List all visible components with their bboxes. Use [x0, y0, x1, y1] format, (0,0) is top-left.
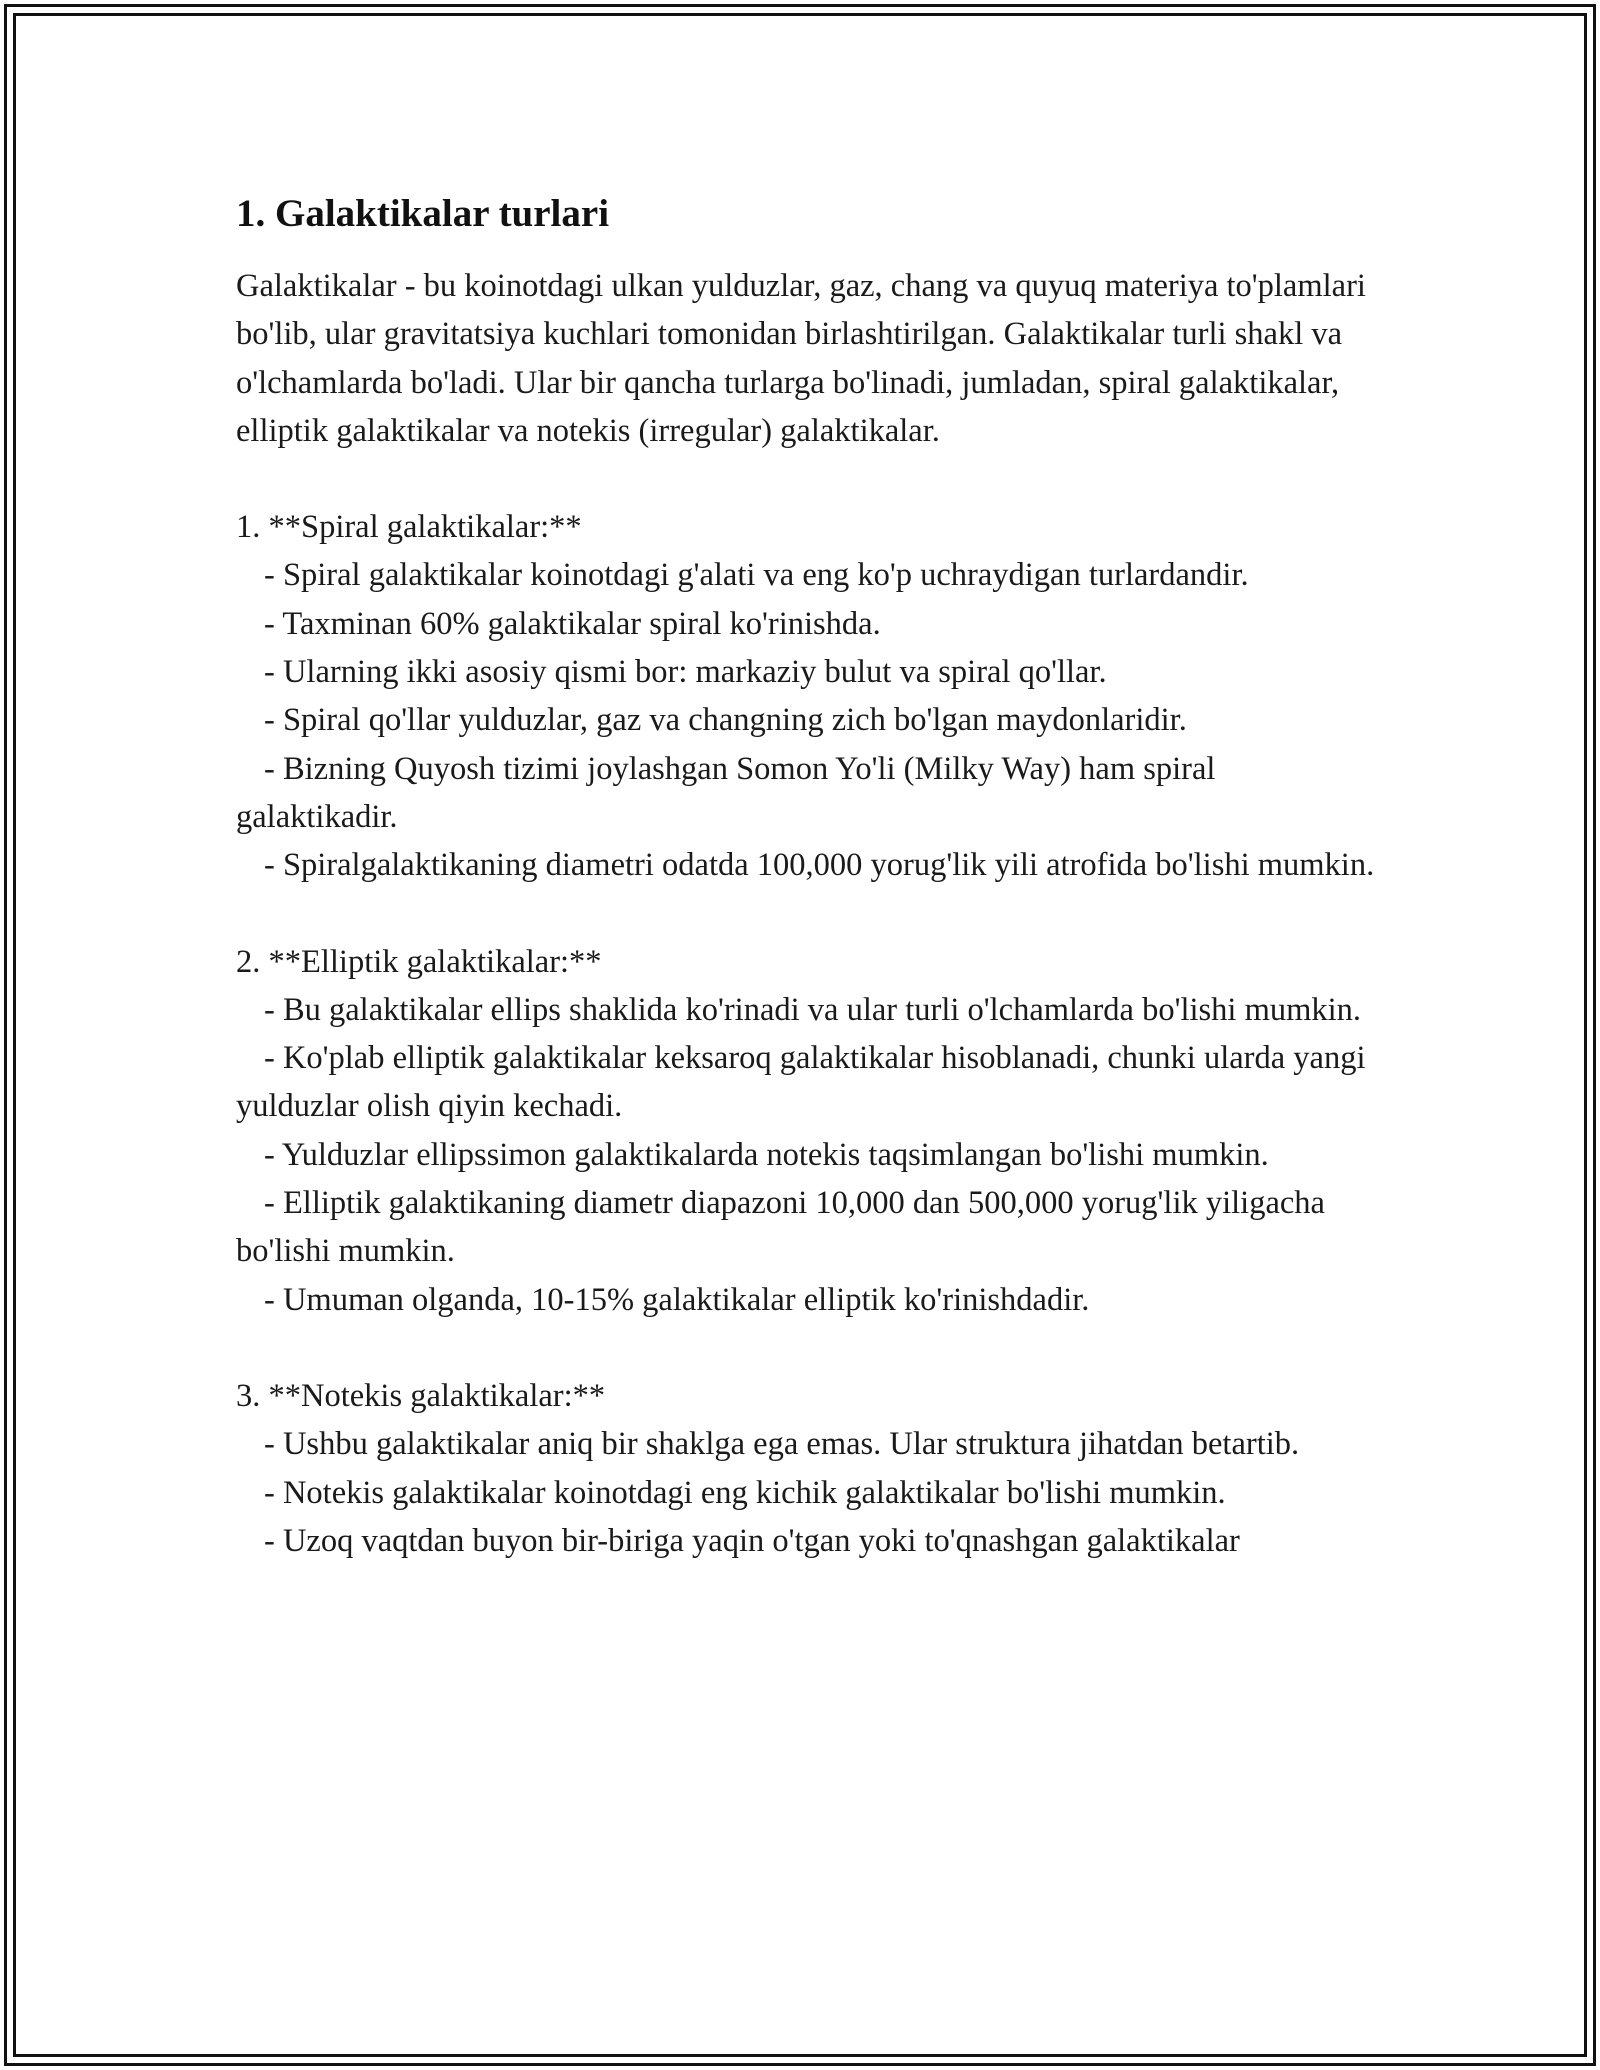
document-heading: 1. Galaktikalar turlari [236, 192, 610, 235]
list-item: - Spiral galaktikalar koinotdagi g'alati va eng ko'p uchraydigan turlardandir. [264, 557, 1249, 594]
list-item: - Bu galaktikalar ellips shaklida ko'rinadi va ular turli o'lchamlarda bo'lishi mumkin. [264, 991, 1362, 1028]
section-title: 1. **Spiral galaktikalar:** [236, 509, 582, 546]
list-item: - Ushbu galaktikalar aniq bir shaklga ega emas. Ular struktura jihatdan betartib. [264, 1426, 1300, 1463]
list-item: - Uzoq vaqtdan buyon bir-biriga yaqin o'tgan yoki to'qnashgan galaktikalar [264, 1522, 1240, 1559]
list-item: - Spiral qo'llar yulduzlar, gaz va changning zich bo'lgan maydonlaridir. [264, 702, 1187, 739]
list-item: - Elliptik galaktikaning diametr diapazoni 10,000 dan 500,000 yorug'lik yiligacha bo'lishi mumkin. [236, 1185, 1325, 1270]
list-item: - Bizning Quyosh tizimi joylashgan Somon Yo'li (Milky Way) ham spiral galaktikadir. [236, 750, 1216, 835]
section-spiral [236, 503, 1376, 889]
list-item: - Umuman olganda, 10-15% galaktikalar elliptik ko'rinishdadir. [264, 1281, 1090, 1318]
section-irregular [236, 1372, 1376, 1565]
document-body [236, 186, 1376, 1565]
list-item: - Ko'plab elliptik galaktikalar keksaroq galaktikalar hisoblanadi, chunki ularda yangi yulduzlar olish qiyin kechadi. [236, 1040, 1366, 1125]
list-item: - Notekis galaktikalar koinotdagi eng kichik galaktikalar bo'lishi mumkin. [264, 1474, 1226, 1511]
section-title: 2. **Elliptik galaktikalar:** [236, 943, 602, 980]
list-item: - Taxminan 60% galaktikalar spiral ko'rinishda. [264, 605, 881, 642]
section-title: 3. **Notekis galaktikalar:** [236, 1377, 606, 1414]
list-item: - Yulduzlar ellipssimon galaktikalarda notekis taqsimlangan bo'lishi mumkin. [264, 1136, 1269, 1173]
section-elliptical [236, 938, 1376, 1324]
list-item: - Spiralgalaktikaning diametri odatda 100,000 yorug'lik yili atrofida bo'lishi mumkin. [264, 847, 1375, 884]
intro-paragraph: Galaktikalar - bu koinotdagi ulkan yulduzlar, gaz, chang va quyuq materiya to'plamlari bo'lib, ular gravitatsiya kuchlari tomonidan birlashtirilgan. Galaktikalar turli shakl va o'lchamlarda bo'ladi. Ular bir qancha turlarga bo'linadi, jumladan, spiral galaktikalar, elliptik galaktikalar va notekis (irregular) galaktikalar. [236, 268, 1366, 449]
list-item: - Ularning ikki asosiy qismi bor: markaziy bulut va spiral qo'llar. [264, 654, 1107, 691]
